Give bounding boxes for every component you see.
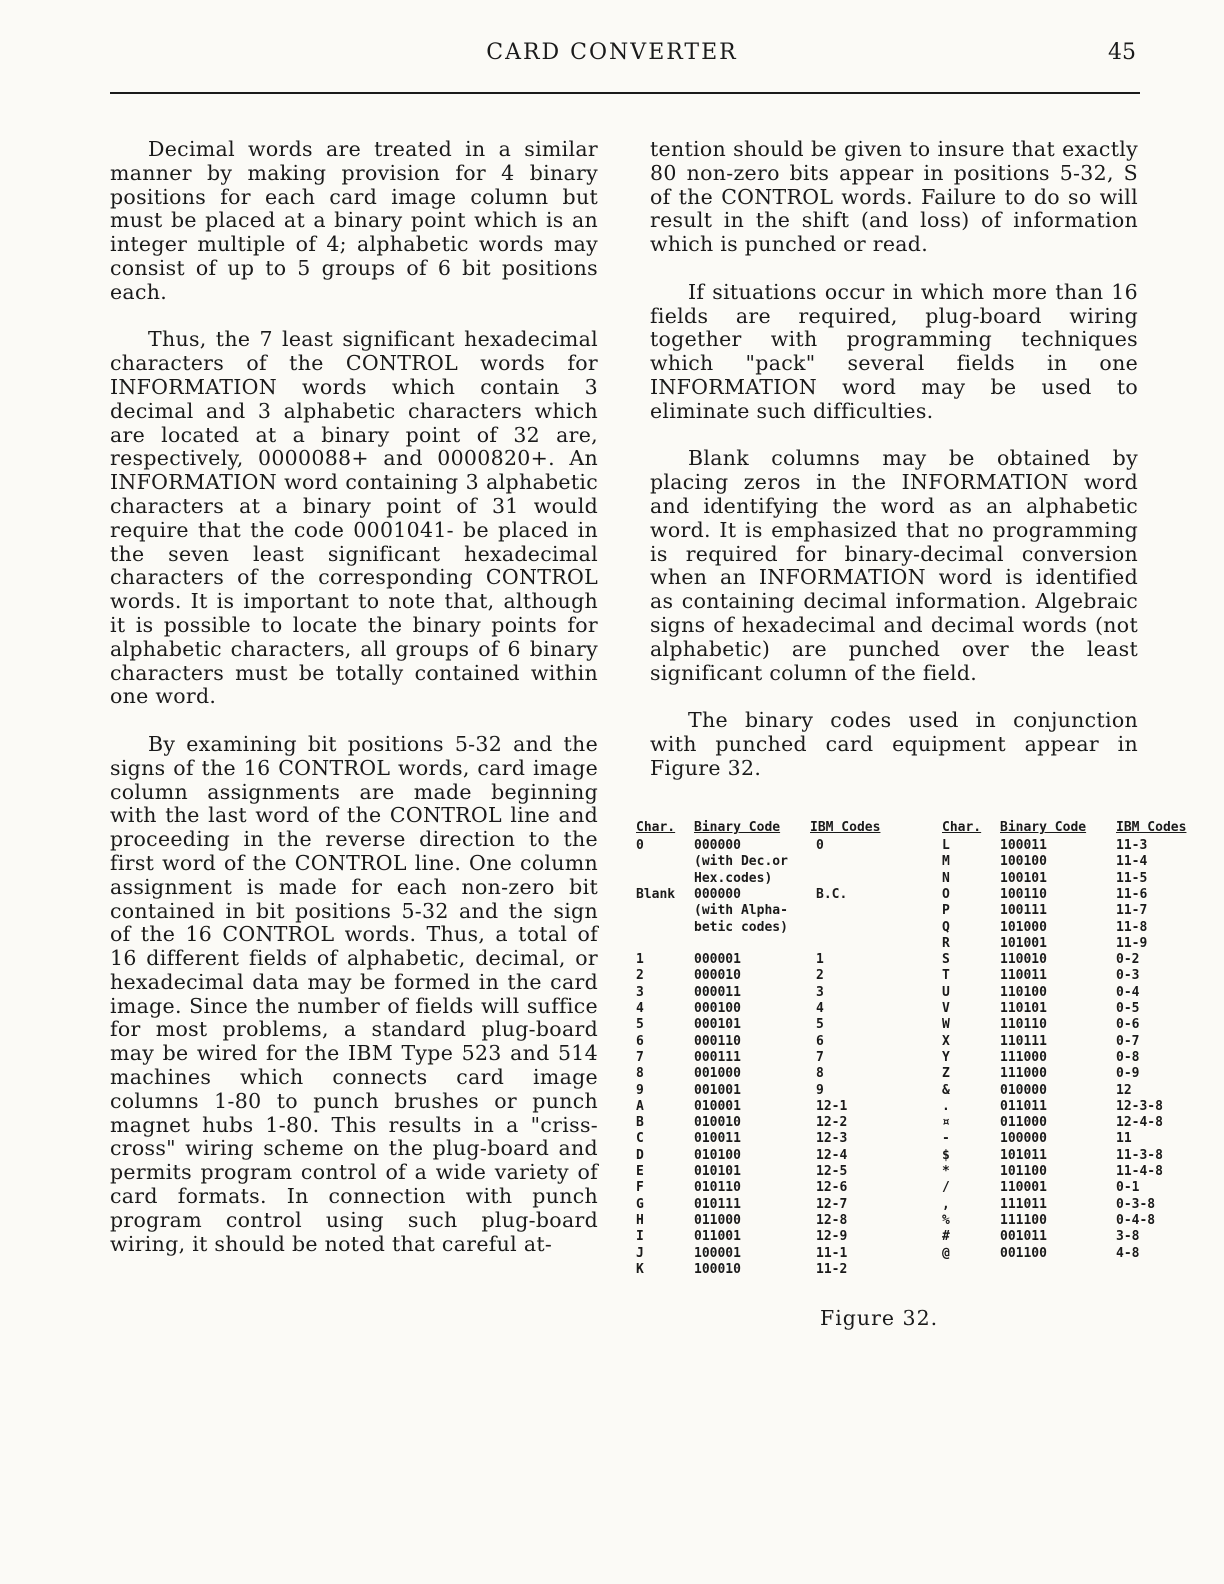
right-column [650, 138, 1138, 804]
table-cell-char: 0 [636, 838, 644, 853]
table-cell-ibm: 11-4-8 [1116, 1164, 1163, 1179]
table-cell-binary: 110111 [1000, 1033, 1047, 1049]
table-cell-char: Y [942, 1049, 950, 1065]
header-rule [110, 92, 1140, 94]
table-cell-ibm: 0-4-8 [1116, 1212, 1156, 1228]
left-column [110, 138, 598, 1280]
table-cell-char: X [942, 1033, 950, 1049]
table-cell-binary: 101000 [1000, 919, 1047, 935]
paragraph: Decimal words are treated in a similar manner by making provision for 4 binary positions for each card image column but must be placed at a binary point which is an integer multiple of 4; alphabetic words may consist of up to 5 groups of 6 bit positions each. [110, 137, 598, 304]
table-cell-char: A [636, 1098, 644, 1114]
table-cell-binary: 000011 [694, 984, 741, 1000]
table-cell-char: V [942, 1001, 950, 1016]
table-cell-char: Blank [636, 886, 676, 902]
table-cell-ibm: 12-4-8 [1116, 1115, 1163, 1131]
table-cell-ibm: 0-3-8 [1116, 1196, 1156, 1212]
table-cell-ibm: 0 [816, 838, 824, 853]
table-cell-binary: 101001 [1000, 935, 1047, 951]
table-cell-binary: 101100 [1000, 1164, 1047, 1179]
table-cell-binary: 110011 [1000, 968, 1047, 984]
table-cell-binary: 011001 [694, 1229, 741, 1245]
table-cell-ibm: 2 [816, 968, 824, 984]
table-cell-ibm: 4 [816, 1001, 824, 1016]
table-cell-ibm: 0-5 [1116, 1001, 1140, 1016]
table-cell-binary: 001000 [694, 1066, 741, 1082]
table-cell-ibm: 11-9 [1116, 935, 1148, 951]
table-cell-char: / [942, 1180, 950, 1196]
table-cell-binary: Hex.codes) [694, 870, 773, 886]
table-cell-ibm: 1 [816, 952, 824, 968]
table-cell-binary: 010101 [694, 1164, 741, 1179]
table-cell-binary: 001100 [1000, 1245, 1047, 1261]
column-header-char: Char. [636, 820, 676, 835]
table-cell-char: - [942, 1131, 950, 1147]
table-cell-ibm: 6 [816, 1033, 824, 1049]
table-cell-ibm: 4-8 [1116, 1245, 1140, 1261]
table-cell-ibm: 12-3-8 [1116, 1098, 1163, 1114]
table-cell-char: 1 [636, 952, 644, 968]
table-cell-binary: 000111 [694, 1049, 741, 1065]
paragraph: Thus, the 7 least significant hexadecimal characters of the CONTROL words for INFORMATION words which contain 3 decimal and 3 alphabetic characters which are located at a binary point of 32 are, respectively, 0000088+ and 0000820+. An INFORMATION word containing 3 alphabetic characters at a binary point of 31 would require that the code 0001041- be placed in the seven least significant hexadecimal characters of the corresponding CONTROL words. It is important to note that, although it is possible to locate the binary points for alphabetic characters, all groups of 6 binary characters must be totally contained within one word. [110, 327, 598, 709]
column-header-ibm: IBM Codes [1116, 820, 1187, 835]
table-cell-char: $ [942, 1147, 950, 1163]
table-cell-ibm: 5 [816, 1017, 824, 1033]
table-cell-binary: 100111 [1000, 903, 1047, 919]
table-cell-ibm: 11 [1116, 1131, 1132, 1147]
table-cell-ibm: 0-8 [1116, 1049, 1140, 1065]
table-cell-binary: 000110 [694, 1033, 741, 1049]
table-cell-binary: 000101 [694, 1017, 741, 1033]
table-cell-binary: 001001 [694, 1082, 741, 1098]
table-cell-ibm: 12-9 [816, 1229, 848, 1245]
table-cell-ibm: 0-7 [1116, 1033, 1140, 1049]
table-cell-char: F [636, 1180, 644, 1196]
page-number: 45 [1108, 40, 1136, 65]
table-cell-ibm: 12-1 [816, 1098, 848, 1114]
table-cell-char: * [942, 1164, 950, 1179]
table-cell-char: E [636, 1164, 644, 1179]
table-cell-ibm: 0-2 [1116, 952, 1140, 968]
paragraph: By examining bit positions 5-32 and the signs of the 16 CONTROL words, card image column assignments are made beginning with the last word of the CONTROL line and proceeding in the reverse direction to the first word of the CONTROL line. One column assignment is made for each non-zero bit contained in bit positions 5-32 and the sign of the 16 CONTROL words. Thus, a total of 16 different fields of alphabetic, decimal, or hexadecimal data may be formed in the card image. Since the number of fields will suffice for most problems, a standard plug-board may be wired for the IBM Type 523 and 514 machines which connects card image columns 1-80 to punch brushes or punch magnet hubs 1-80. This results in a "criss-cross" wiring scheme on the plug-board and permits program control of a wide variety of card formats. In connection with punch program control using such plug-board wiring, it should be noted that careful at- [110, 731, 598, 1256]
table-cell-binary: 011000 [694, 1212, 741, 1228]
table-cell-char: & [942, 1082, 950, 1098]
table-cell-ibm: 11-3-8 [1116, 1147, 1163, 1163]
table-cell-binary: 100011 [1000, 838, 1047, 853]
table-cell-binary: 010010 [694, 1115, 741, 1131]
table-cell-binary: 011000 [1000, 1115, 1047, 1131]
column-header-ibm: IBM Codes [810, 820, 881, 835]
table-cell-ibm: 11-8 [1116, 919, 1148, 935]
table-cell-ibm: 11-5 [1116, 870, 1148, 886]
table-cell-binary: 100101 [1000, 870, 1047, 886]
table-cell-char: U [942, 984, 950, 1000]
paragraph: tention should be given to insure that exactly 80 non-zero bits appear in positions 5-32, S of the CONTROL words. Failure to do so will result in the shift (and loss) of information which is punched or read. [650, 137, 1138, 257]
table-cell-ibm: 0-1 [1116, 1180, 1140, 1196]
table-cell-binary: 100110 [1000, 886, 1047, 902]
table-cell-char: 7 [636, 1049, 644, 1065]
table-cell-binary: 110110 [1000, 1017, 1047, 1033]
column-header-binary: Binary Code [694, 820, 781, 835]
table-cell-char: S [942, 952, 950, 968]
table-cell-ibm: 12 [1116, 1082, 1132, 1098]
table-cell-char: 5 [636, 1017, 644, 1033]
table-cell-ibm: 11-6 [1116, 886, 1148, 902]
table-cell-char: , [942, 1196, 950, 1212]
table-cell-binary: 000100 [694, 1001, 741, 1016]
table-cell-binary: 100010 [694, 1261, 741, 1277]
binary-code-table [636, 820, 1202, 1280]
table-cell-ibm: B.C. [816, 886, 848, 902]
table-cell-char: 8 [636, 1066, 644, 1082]
table-cell-ibm: 12-5 [816, 1164, 848, 1179]
table-cell-char: 3 [636, 984, 644, 1000]
table-cell-binary: 111011 [1000, 1196, 1047, 1212]
table-cell-binary: 111000 [1000, 1066, 1047, 1082]
column-header-char: Char. [942, 820, 982, 835]
table-cell-char: @ [942, 1245, 950, 1261]
page-header-title: CARD CONVERTER [486, 40, 738, 65]
table-cell-binary: 101011 [1000, 1147, 1047, 1163]
table-cell-binary: 110010 [1000, 952, 1047, 968]
table-cell-ibm: 3-8 [1116, 1229, 1140, 1245]
table-cell-binary: 100100 [1000, 854, 1047, 870]
table-cell-binary: 110001 [1000, 1180, 1047, 1196]
paragraph: The binary codes used in conjunction with punched card equipment appear in Figure 32. [650, 708, 1138, 780]
table-cell-binary: 111100 [1000, 1212, 1047, 1228]
table-cell-ibm: 9 [816, 1082, 824, 1098]
table-cell-char: 2 [636, 968, 644, 984]
table-cell-binary: betic codes) [694, 919, 788, 935]
table-cell-char: Z [942, 1066, 950, 1082]
table-cell-char: G [636, 1196, 644, 1212]
table-cell-binary: 000001 [694, 952, 741, 968]
table-cell-char: O [942, 886, 950, 902]
table-cell-binary: (with Dec.or [694, 854, 788, 870]
table-cell-char: C [636, 1131, 644, 1147]
figure-caption: Figure 32. [820, 1306, 939, 1330]
table-cell-binary: (with Alpha- [694, 903, 788, 919]
table-cell-char: I [636, 1229, 644, 1245]
table-cell-char: K [636, 1261, 644, 1277]
table-cell-char: % [942, 1212, 950, 1228]
table-cell-char: L [942, 838, 950, 853]
table-cell-binary: 010001 [694, 1098, 741, 1114]
paragraph: Blank columns may be obtained by placing zeros in the INFORMATION word and identifying the word as an alphabetic word. It is emphasized that no programming is required for binary-decimal conversion when an INFORMATION word is identified as containing decimal information. Algebraic signs of hexadecimal and decimal words (not alphabetic) are punched over the least significant column of the field. [650, 446, 1138, 685]
table-cell-char: Q [942, 919, 950, 935]
table-cell-ibm: 0-9 [1116, 1066, 1140, 1082]
table-cell-char: W [942, 1017, 950, 1033]
table-cell-binary: 000000 [694, 886, 741, 902]
table-cell-binary: 111000 [1000, 1049, 1047, 1065]
table-cell-char: # [942, 1229, 950, 1245]
table-cell-ibm: 12-3 [816, 1131, 848, 1147]
table-cell-char: M [942, 854, 950, 870]
table-cell-binary: 000000 [694, 838, 741, 853]
table-cell-char: N [942, 870, 950, 886]
table-cell-ibm: 7 [816, 1049, 824, 1065]
table-cell-binary: 001011 [1000, 1229, 1047, 1245]
table-cell-binary: 010111 [694, 1196, 741, 1212]
table-cell-binary: 010110 [694, 1180, 741, 1196]
table-cell-char: P [942, 903, 950, 919]
table-cell-binary: 010000 [1000, 1082, 1047, 1098]
table-cell-binary: 000010 [694, 968, 741, 984]
table-cell-binary: 100000 [1000, 1131, 1047, 1147]
table-cell-ibm: 0-6 [1116, 1017, 1140, 1033]
table-cell-char: H [636, 1212, 644, 1228]
table-cell-binary: 110100 [1000, 984, 1047, 1000]
table-cell-char: D [636, 1147, 644, 1163]
table-cell-ibm: 12-6 [816, 1180, 848, 1196]
table-cell-ibm: 11-2 [816, 1261, 848, 1277]
table-cell-ibm: 12-2 [816, 1115, 848, 1131]
table-cell-ibm: 11-4 [1116, 854, 1148, 870]
table-cell-char: ¤ [942, 1115, 950, 1131]
table-cell-ibm: 11-7 [1116, 903, 1148, 919]
table-cell-ibm: 0-4 [1116, 984, 1140, 1000]
table-cell-char: 6 [636, 1033, 644, 1049]
table-cell-ibm: 11-3 [1116, 838, 1148, 853]
table-cell-binary: 011011 [1000, 1098, 1047, 1114]
table-cell-ibm: 12-7 [816, 1196, 848, 1212]
table-cell-char: T [942, 968, 950, 984]
table-cell-char: J [636, 1245, 644, 1261]
table-cell-ibm: 12-4 [816, 1147, 848, 1163]
table-cell-binary: 110101 [1000, 1001, 1047, 1016]
table-cell-char: B [636, 1115, 644, 1131]
table-cell-char: 4 [636, 1001, 644, 1016]
table-cell-char: . [942, 1098, 950, 1114]
table-cell-ibm: 8 [816, 1066, 824, 1082]
table-cell-binary: 100001 [694, 1245, 741, 1261]
table-cell-ibm: 11-1 [816, 1245, 848, 1261]
paragraph: If situations occur in which more than 16 fields are required, plug-board wiring together with programming techniques which "pack" several fields in one INFORMATION word may be used to eliminate such difficulties. [650, 279, 1138, 423]
table-cell-binary: 010011 [694, 1131, 741, 1147]
column-header-binary: Binary Code [1000, 820, 1087, 835]
table-cell-ibm: 3 [816, 984, 824, 1000]
table-cell-char: 9 [636, 1082, 644, 1098]
table-cell-char: R [942, 935, 950, 951]
table-cell-ibm: 0-3 [1116, 968, 1140, 984]
table-cell-binary: 010100 [694, 1147, 741, 1163]
table-cell-ibm: 12-8 [816, 1212, 848, 1228]
